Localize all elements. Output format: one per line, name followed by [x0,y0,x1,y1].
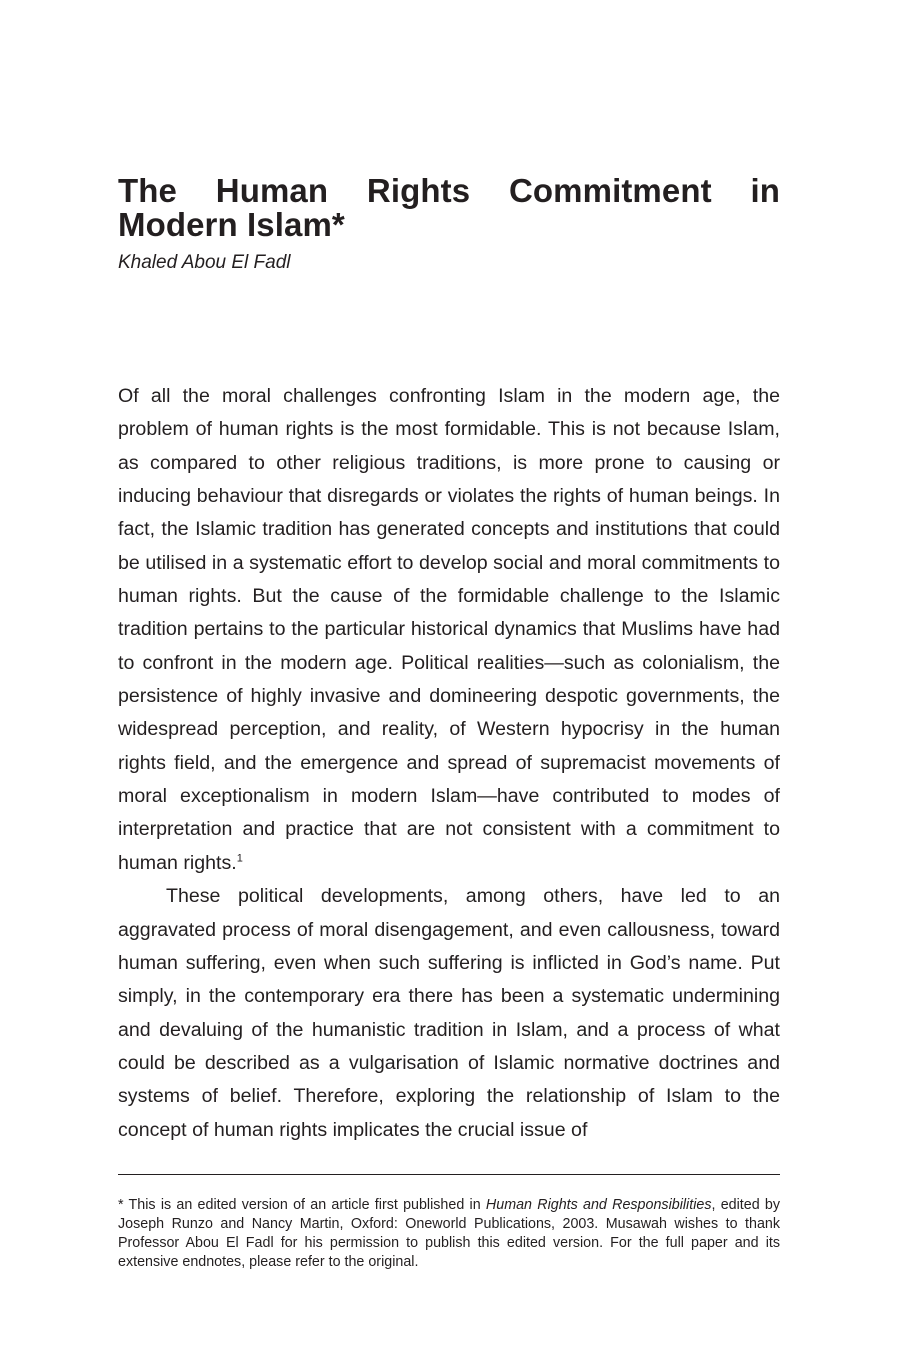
article-author: Khaled Abou El Fadl [118,252,291,273]
document-page [118,0,780,1347]
footnote-source-title: Human Rights and Responsibilities [485,1197,712,1213]
footnote-lead: * This is an edited version of an article first published in [118,1197,486,1213]
body-paragraph-1-text: Of all the moral challenges confronting Islam in the modern age, the problem of human rights is the most formidable. This is not because Islam, as compared to other religious traditions, is more prone to causing or inducing behaviour that disregards or violates the rights of human beings. In fact, the Islamic tradition has generated concepts and institutions that could be utilised in a systematic effort to develop social and moral commitments to human rights. But the cause of the formidable challenge to the Islamic tradition pertains to the particular historical dynamics that Muslims have had to confront in the modern age. Political realities—such as colonialism, the persistence of highly invasive and domineering despotic governments, the widespread perception, and reality, of Western hypocrisy in the human rights field, and the emergence and spread of supremacist movements of moral exceptionalism in modern Islam—have contributed to modes of interpretation and practice that are not consistent with a commitment to human rights. [118,385,780,874]
body-paragraph-1 [118,380,780,880]
article-title: The Human Rights Commitment in Modern Islam* [118,172,780,243]
body-paragraph-2: These political developments, among others, have led to an aggravated process of moral disengagement, and even callousness, toward human suffering, even when such suffering is inflicted in God’s name. Put simply, in the contemporary era there has been a systematic undermining and devaluing of the humanistic tradition in Islam, and a process of what could be described as a vulgarisation of Islamic normative doctrines and systems of belief. Therefore, exploring the relationship of Islam to the concept of human rights implicates the crucial issue of [118,885,780,1141]
footnote [118,1196,780,1272]
article-body [118,380,780,1147]
footnote-reference-1: 1 [236,852,243,865]
footnote-rest: , edited by Joseph Runzo and Nancy Martin, Oxford: Oneworld Publications, 2003. Musawah wishes to thank Professor Abou El Fadl for his permission to publish this edited version. For the full paper and its extensive endnotes, please refer to the original. [118,1197,780,1270]
footnote-divider [118,1174,780,1175]
